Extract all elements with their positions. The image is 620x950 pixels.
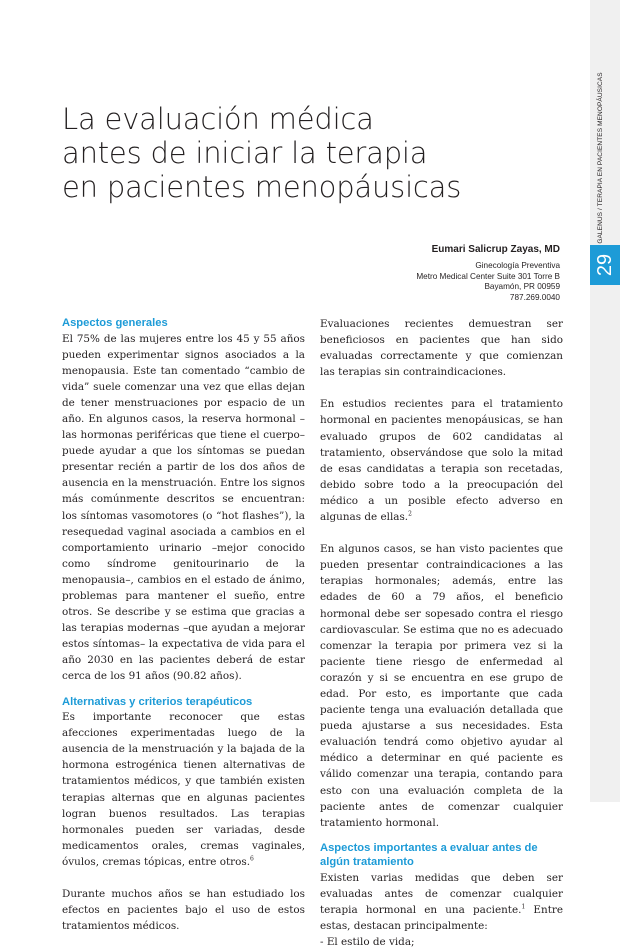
- right-column: [320, 316, 563, 950]
- running-title: GALENUS / TERAPIA EN PACIENTES MENOPÁUSICAS: [597, 72, 604, 244]
- reference-mark: 1: [521, 903, 526, 911]
- article-title: [62, 102, 562, 204]
- section-heading: Alternativas y criterios terapéuticos: [62, 695, 253, 708]
- page-number: 29: [594, 253, 616, 277]
- paragraph-text: Existen varias medidas que deben ser evaluadas antes de comenzar cualquier terapia hormonal en una paciente.: [320, 871, 563, 916]
- author-phone: 787.269.0040: [509, 292, 560, 302]
- paragraph-text: Es importante reconocer que estas afecciones experimentadas luego de la ausencia de la menstruación y la bajada de la hormona estrogénica tienen alternativas de tratamientos médicos, y que también existen terapias alternas que en algunas pacientes logran buenos resultados. Las terapias hormonales pueden ser variadas, desde medicamentos orales, cremas vaginales, óvulos, cremas tópicas, entre otros.: [62, 711, 305, 868]
- paragraph: [320, 396, 563, 525]
- paragraph-text: Entre estas, destacan principalmente:: [320, 904, 563, 933]
- title-line: La evaluación médica: [62, 102, 374, 136]
- reference-mark: 2: [408, 510, 412, 518]
- paragraph-text: En estudios recientes para el tratamiento hormonal en pacientes menopáusicas, se han evaluado grupos de 602 candidatas al tratamiento, observándose que solo la mitad de esas candidatas a terapia son recetadas, debido sobre todo a la preocupación del médico a un posible efecto adverso en algunas de ellas.: [320, 398, 563, 524]
- section-heading: Aspectos importantes a evaluar antes de algún tratamiento: [320, 841, 538, 869]
- section-paragraph: Durante muchos años se han estudiado los efectos en pacientes bajo el uso de estos tratamientos médicos.: [62, 888, 305, 933]
- title-line: en pacientes menopáusicas: [62, 170, 462, 204]
- paragraph: Evaluaciones recientes demuestran ser beneficiosos en pacientes que han sido evaluadas correctamente y que comienzan las terapias sin contraindicaciones.: [320, 318, 563, 379]
- section-heading: Aspectos generales: [62, 317, 168, 329]
- left-column: [62, 316, 305, 934]
- section-paragraph: [320, 870, 563, 934]
- author-city: Bayamón, PR 00959: [484, 282, 560, 291]
- title-line: antes de iniciar la terapia: [62, 136, 428, 170]
- reference-mark: 6: [250, 855, 254, 863]
- section-paragraph: [62, 709, 305, 870]
- list-item: - El estilo de vida;: [320, 936, 415, 949]
- section-paragraph: El 75% de las mujeres entre los 45 y 55 años pueden experimentar signos asociados a la menopausia. Este tan comentado “cambio de vida” suele comenzar una vez que ellas dejan de tener menstruaciones por espacio de un año. En algunos casos, la reserva hormonal –las hormonas periféricas que tiene el cuerpo– puede ayudar a que los síntomas se puedan presentar recién a partir de los dos años de ausencia en la menstruación. Entre los signos más comúnmente descritos se encuentran: los síntomas vasomotores (o “hot flashes”), la resequedad vaginal asociada a cambios en el comportamiento urinario –mejor conocido como síndrome genitourinario de la menopausia–, cambios en el estado de ánimo, problemas para mantener el sueño, entre otros. Se describe y se estima que gracias a las terapias modernas –que ayudan a mejorar estos síntomas– la expectativa de vida para el año 2030 en las pacientes deberá de estar cerca de los 91 años (90.82 años).: [62, 332, 305, 683]
- author-block: [416, 243, 560, 303]
- paragraph: En algunos casos, se han visto pacientes que pueden presentar contraindicaciones a las terapias hormonales; además, entre las edades de 60 a 79 años, el beneficio hormonal debe ser sopesado contra el riesgo cardiovascular. Se estima que no es adecuado comenzar la terapia por primera vez si la paciente tiene riesgo de enfermedad al corazón y si se encuentra en ese grupo de edad. Por esto, es importante que cada paciente tenga una evaluación detallada que pueda ajustarse a sus necesidades. Esta evaluación tendrá como objetivo ayudar al médico a determinar en qué paciente es válido comenzar una terapia, contando para esto con una evaluación completa de la paciente antes de comenzar cualquier tratamiento hormonal.: [320, 543, 563, 829]
- author-name: Eumari Salicrup Zayas, MD: [431, 244, 560, 255]
- author-affiliation: Ginecología Preventiva: [475, 261, 560, 270]
- author-address: Metro Medical Center Suite 301 Torre B: [416, 271, 560, 281]
